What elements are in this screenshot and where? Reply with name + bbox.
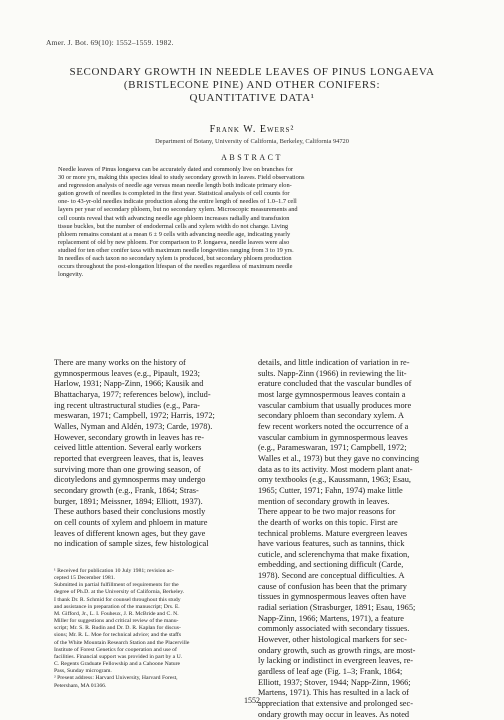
abstract-body <box>58 166 448 279</box>
body-text-line: Walles, Nyman and Aldén, 1973; Carde, 1978). <box>54 421 213 431</box>
body-text-line: ceived little attention. Several early workers <box>54 443 202 453</box>
body-text-line: Napp-Zinn, 1966; Martens, 1971), a feature <box>258 613 404 623</box>
body-text-line: Walles et al., 1973) but they gave no convincing <box>258 453 420 463</box>
body-text-line: (e.g., Parameswaran, 1971; Campbell, 1972; <box>258 443 407 453</box>
body-text-line: mention of secondary growth in leaves. <box>258 496 390 506</box>
body-text-line: tissues in gymnospermous leaves often have <box>258 592 407 602</box>
body-text-line: There are many works on the history of <box>54 358 186 367</box>
body-text-line: commonly associated with secondary tissues. <box>258 624 410 634</box>
footnotes <box>54 568 260 690</box>
abstract-line: gation growth of needles is completed in the first year. Statistical analysis of cell counts for <box>58 190 290 198</box>
body-text-line: Bhattacharya, 1977; references below), includ- <box>54 389 211 399</box>
footnote-line: facilities. Financial support was provided in part by a U. <box>54 653 183 660</box>
footnote-line: ² Present address: Harvard University, Harvard Forest, <box>54 675 178 682</box>
body-text-line: secondary growth (e.g., Frank, 1864; Stras- <box>54 485 199 495</box>
body-text-line: Martens, 1971). This has resulted in a lack of <box>258 688 409 698</box>
body-text-line: most large gymnospermous leaves contain a <box>258 389 406 399</box>
title-line: SECONDARY GROWTH IN NEEDLE LEAVES OF PINUS LONGAEVA <box>69 66 435 78</box>
body-text-line: dicotyledons and gymnosperms may undergo <box>54 475 206 485</box>
footnote-line: Petersham, MA 01366. <box>54 682 107 689</box>
body-text-line: Harlow, 1931; Napp-Zinn, 1966; Kausik and <box>54 379 204 389</box>
abstract-line: Needle leaves of Pinus longaeva can be accurately dated and commonly live on branches for <box>58 166 293 173</box>
footnote-line: I thank Dr. R. Schmid for counsel throughout this study <box>54 596 181 603</box>
body-text-line: There appear to be two major reasons for <box>258 507 396 517</box>
body-text-line: cause of confusion has been that the primary <box>258 581 407 591</box>
body-column-left <box>54 358 260 550</box>
abstract-line: layers per year of secondary phloem, but no secondary xylem. Microscopic measurements and <box>58 206 298 214</box>
body-text-line: These authors based their conclusions mostly <box>54 507 206 517</box>
abstract-line: studied for ten other conifer taxa with maximum needle longevities ranging from 3 to 19 yrs. <box>58 246 294 254</box>
body-text-line: vascular cambium in gymnospermous leaves <box>258 432 408 442</box>
body-text-line: embedding, and sectioning difficult (Carde, <box>258 560 404 570</box>
body-text-line: radial seriation (Strasburger, 1891; Esau, 1965; <box>258 603 416 613</box>
body-text-line: meswaran, 1971; Campbell, 1972; Harris, 1972; <box>54 411 215 421</box>
body-text-line: However, secondary growth in leaves has re- <box>54 432 205 442</box>
abstract-line: In needles of each taxon no secondary xylem is produced, but secondary phloem production <box>58 255 292 263</box>
abstract-line: 30 or more yrs, making this species ideal to study secondary growth in leaves. Field observations <box>58 174 305 182</box>
footnote-line: of the White Mountain Research Station and the Placerville <box>54 639 190 646</box>
footnote-line: degree of Ph.D. at the University of California, Berkeley. <box>54 589 185 596</box>
footnote-line: Pass, Sunday microgram. <box>54 668 112 675</box>
body-text-line: reported that evergreen leaves, that is, leaves <box>54 453 204 463</box>
body-text-line: appreciation that extensive and prolonged sec- <box>258 699 413 708</box>
footnote-line: C. Regents Graduate Fellowship and a Cahoone Nature <box>54 661 181 668</box>
body-text-line: on cell counts of xylem and phloem in mature <box>54 517 208 527</box>
body-text-line: secondary phloem than secondary xylem. A <box>258 411 404 421</box>
body-text-line: gardless of leaf age (Fig. 1–3; Frank, 1864; <box>258 667 403 677</box>
body-text-line: ondary growth, such as growth rings, are most- <box>258 645 416 655</box>
body-text-line: the dearth of works on this topic. First are <box>258 517 398 527</box>
article-title <box>40 66 464 105</box>
footnote-line: M. Gifford, Jr., L. I. Fouheux, J. R. McBride and C. N. <box>54 610 179 617</box>
body-text-line: gymnospermous leaves (e.g., Pipault, 1923; <box>54 368 200 378</box>
footnote-line: Institute of Forest Genetics for cooperation and use of <box>54 646 177 653</box>
body-text-line: Elliott, 1937; Stover, 1944; Napp-Zinn, 1966; <box>258 677 411 687</box>
footnote-line: Miller for suggestions and critical review of the manu- <box>54 618 179 625</box>
body-text-line: erature concluded that the vascular bundles of <box>258 379 412 389</box>
body-text-line: have various features, such as tannins, thick <box>258 539 405 549</box>
footnote-line: cepted 15 December 1981. <box>54 575 115 582</box>
footnote-line: script; Mr. S. R. Rudin and Dr. D. R. Kaplan for discus- <box>54 625 181 632</box>
body-text-line: ly lacking or indistinct in evergreen leaves, re- <box>258 656 414 666</box>
body-text-line: ondary growth may occur in leaves. As noted <box>258 709 410 719</box>
body-text-line: technical problems. Mature evergreen leaves <box>258 528 408 538</box>
body-text-line: details, and little indication of variation in re- <box>258 358 410 367</box>
body-text-line: no indication of sample sizes, few histological <box>54 539 209 549</box>
abstract-heading: ABSTRACT <box>221 153 283 162</box>
body-text-line: sults. Napp-Zinn (1966) in reviewing the lit- <box>258 368 407 378</box>
body-text-line: surviving more than one growing season, of <box>54 464 201 474</box>
body-text-line: data as to its activity. Most modern plant anat- <box>258 464 413 474</box>
footnote-line: Submitted in partial fulfillment of requirements for the <box>54 582 179 589</box>
body-column-right <box>258 358 464 720</box>
body-text-line: cuticle, and sclerenchyma that make fixation, <box>258 549 410 559</box>
abstract-line: cell counts reveal that with advancing needle age phloem increases radially and transfusion <box>58 214 290 222</box>
footnote-line: ¹ Received for publication 10 July 1981; revision ac- <box>54 568 174 574</box>
body-text-line: vascular cambium that usually produces more <box>258 400 412 410</box>
author-name: Frank W. Ewers² <box>209 124 295 135</box>
footnote-line: sions; Mr. R. L. Moe for technical advice; and the staffs <box>54 632 182 639</box>
footnote-line: and assistance in preparation of the manuscript; Drs. E. <box>54 603 180 610</box>
title-line: QUANTITATIVE DATA¹ <box>189 92 315 104</box>
abstract-line: one- to 43-yr-old needles indicate production along the entire length of needles of 1.0–1.7 cell <box>58 198 297 206</box>
body-text-line: However, other histological markers for sec- <box>258 635 407 645</box>
body-text-line: few recent workers noted the occurrence of a <box>258 421 409 431</box>
abstract-line: phloem remains constant at a mean 6 ± 9 cells with advancing needle age, indicating yearly <box>58 230 291 238</box>
abstract-line: occurs throughout the post-elongation lifespan of the needles regardless of maximum needle <box>58 263 293 271</box>
abstract-line: longevity. <box>58 271 84 279</box>
page-number: 1552 <box>244 696 260 705</box>
abstract-line: replacement of old by new phloem. For comparison to P. longaeva, needle leaves were also <box>58 238 290 246</box>
author-affiliation: Department of Botany, University of California, Berkeley, California 94720 <box>155 138 349 145</box>
body-text-line: leaves of different known ages, but they gave <box>54 528 206 538</box>
running-head: Amer. J. Bot. 69(10): 1552–1559. 1982. <box>46 38 174 47</box>
body-text-line: ing recent ultrastructural studies (e.g., Para- <box>54 400 200 410</box>
abstract-line: and regression analysis of needle age versus mean needle length both indicate primary elon- <box>58 182 292 190</box>
title-line: (BRISTLECONE PINE) AND OTHER CONIFERS: <box>123 79 381 91</box>
body-text-line: omy textbooks (e.g., Kaussmann, 1963; Esau, <box>258 475 411 485</box>
body-text-line: burger, 1891; Meissner, 1894; Elliott, 1937). <box>54 496 203 506</box>
body-text-line: 1978). Second are conceptual difficulties. A <box>258 571 405 581</box>
abstract-line: tissue buckles, but the number of endodermal cells and xylem width do not change. Living <box>58 222 289 230</box>
body-text-line: 1965; Cutter, 1971; Fahn, 1974) make little <box>258 485 403 495</box>
